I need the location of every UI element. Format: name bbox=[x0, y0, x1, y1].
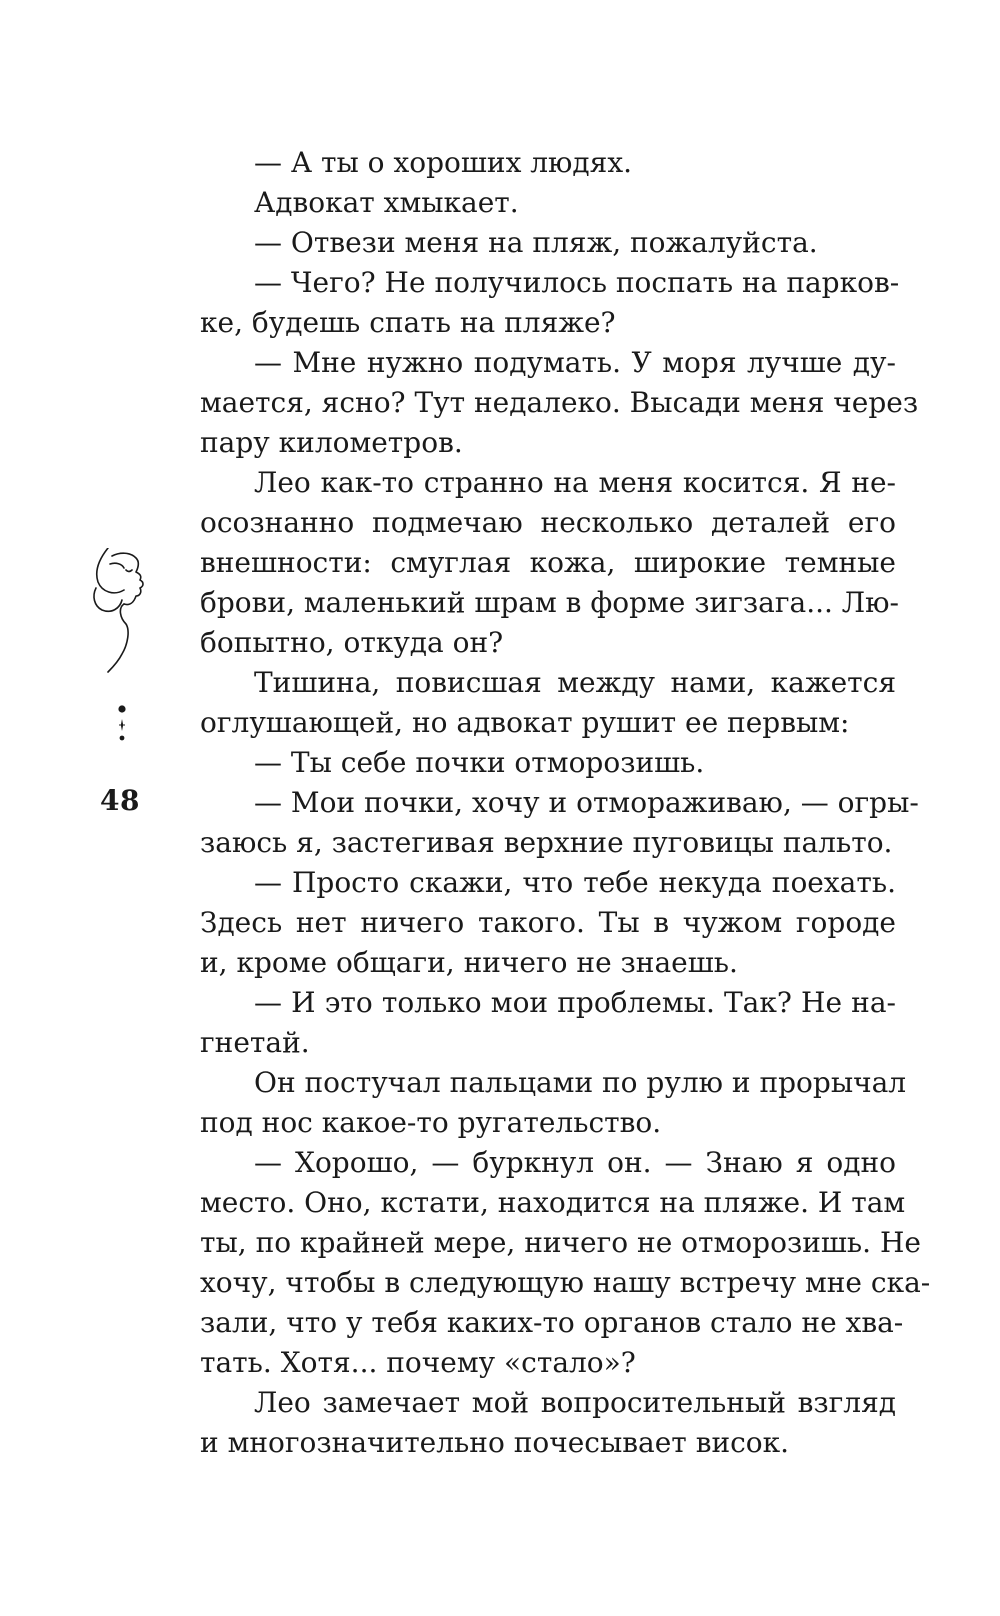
text-line: внешности: смуглая кожа, широкие темные bbox=[200, 546, 896, 579]
text-line: — Отвези меня на пляж, пожалуйста. bbox=[254, 226, 818, 259]
text-line: Тишина, повисшая между нами, кажется bbox=[254, 666, 896, 699]
text-line: и многозначительно почесывает висок. bbox=[200, 1426, 790, 1459]
text-line: заюсь я, застегивая верхние пуговицы пальто. bbox=[200, 826, 893, 859]
text-line: — Просто скажи, что тебе некуда поехать. bbox=[254, 866, 896, 899]
text-line: ты, по крайней мере, ничего не отморозишь. Не bbox=[200, 1226, 921, 1259]
text-line: место. Оно, кстати, находится на пляже. И там bbox=[200, 1186, 906, 1219]
text-line: Лео замечает мой вопросительный взгляд bbox=[254, 1386, 896, 1419]
page-number: 48 bbox=[100, 784, 140, 817]
text-line: Адвокат хмыкает. bbox=[254, 186, 519, 219]
text-line: тать. Хотя... почему «стало»? bbox=[200, 1346, 636, 1379]
text-line: под нос какое-то ругательство. bbox=[200, 1106, 662, 1139]
text-line: — Мне нужно подумать. У моря лучше ду- bbox=[254, 346, 896, 379]
sparkle-dots-icon bbox=[108, 705, 136, 755]
text-line: Лео как-то странно на меня косится. Я не- bbox=[254, 466, 896, 499]
text-line: и, кроме общаги, ничего не знаешь. bbox=[200, 946, 738, 979]
text-line: — Хорошо, — буркнул он. — Знаю я одно bbox=[254, 1146, 896, 1179]
text-line: — А ты о хороших людях. bbox=[254, 146, 633, 179]
text-line: — И это только мои проблемы. Так? Не на- bbox=[254, 986, 896, 1019]
text-line: Он постучал пальцами по рулю и прорычал bbox=[254, 1066, 907, 1099]
text-line: гнетай. bbox=[200, 1026, 310, 1059]
text-line: зали, что у тебя каких-то органов стало не хва- bbox=[200, 1306, 904, 1339]
text-line: пару километров. bbox=[200, 426, 463, 459]
text-line: Здесь нет ничего такого. Ты в чужом городе bbox=[200, 906, 896, 939]
text-line: — Чего? Не получилось поспать на парков- bbox=[254, 266, 900, 299]
text-line: осознанно подмечаю несколько деталей его bbox=[200, 506, 896, 539]
face-profile-line-art-icon bbox=[90, 548, 170, 673]
text-line: хочу, чтобы в следующую нашу встречу мне ска- bbox=[200, 1266, 931, 1299]
text-line: бопытно, откуда он? bbox=[200, 626, 504, 659]
text-line: брови, маленький шрам в форме зигзага... Лю- bbox=[200, 586, 900, 619]
text-line: оглушающей, но адвокат рушит ее первым: bbox=[200, 706, 850, 739]
text-line: — Мои почки, хочу и отмораживаю, — огры- bbox=[254, 786, 919, 819]
body-text bbox=[200, 143, 931, 1463]
text-line: ке, будешь спать на пляже? bbox=[200, 306, 616, 339]
text-line: мается, ясно? Тут недалеко. Высади меня через bbox=[200, 386, 919, 419]
text-line: — Ты себе почки отморозишь. bbox=[254, 746, 705, 779]
